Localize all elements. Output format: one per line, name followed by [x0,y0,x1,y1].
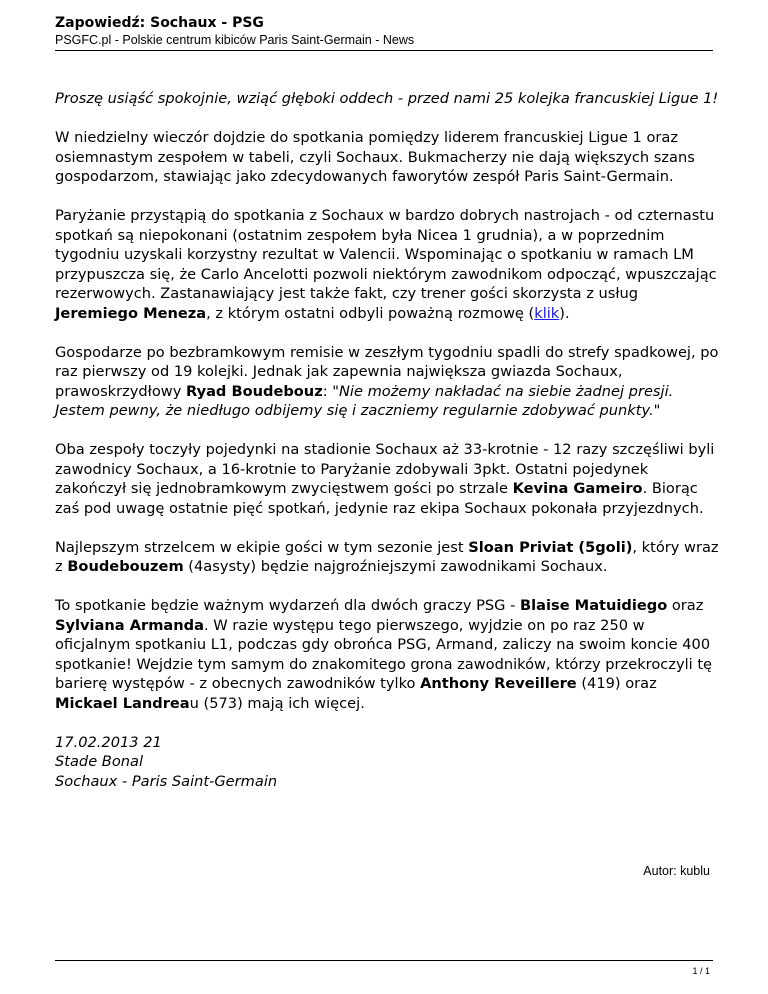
paragraph-4-text-2: . Biorąc zaś pod uwagę ostatnie pięć spotkań, jedynie raz ekipa Sochaux pokonała przyjezdnych. [55,480,704,517]
match-teams: Sochaux - Paris Saint-Germain [55,772,278,790]
player-name-reveillere: Anthony Reveillere [420,675,577,692]
paragraph-3-text-1: Gospodarze po bezbramkowym remisie w zeszłym tygodniu spadli do strefy spadkowej, po raz pierwszy od 19 kolejki. Jednak jak zapewnia największa gwiazda Sochaux, prawoskrzydłowy [55,343,719,400]
intro-text: Proszę usiąść spokojnie, wziąć głęboki oddech - przed nami 25 kolejka francuskiej Ligue 1! [55,90,719,107]
paragraph-3-text-3: " [653,402,661,419]
paragraph-5-text-2: , który wraz z [55,538,719,575]
paragraph-5-text-3: (4asysty) będzie najgroźniejszymi zawodnikami Sochaux. [183,558,608,575]
paragraph-1: W niedzielny wieczór dojdzie do spotkania pomiędzy liderem francuskiej Ligue 1 oraz osiemnastym zespołem w tabeli, czyli Sochaux. Bukmacherzy nie dają większych szans gospodarzom, stawiając jako zdecydowanych faworytów zespół Paris Saint-Germain. [55,129,695,185]
paragraph-3 [55,343,720,421]
paragraph-2 [55,206,720,323]
player-name-gameiro: Kevina Gameiro [512,480,643,497]
paragraph-6-text-1: To spotkanie będzie ważnym wydarzeń dla dwóch graczy PSG - [55,597,521,614]
paragraph-4 [55,440,720,518]
klik-link[interactable]: klik [534,304,560,322]
paragraph-2-text-2: , z którym ostatni odbyli poważną rozmowę ( [206,304,535,322]
document-header [55,14,713,49]
player-name-armand: Sylviana Armanda [55,616,204,634]
player-name-priviat: Sloan Priviat (5goli) [468,538,633,556]
player-name-landreau: Mickael Landrea [55,694,190,712]
boudebouz-quote: Nie możemy nakładać na siebie żadnej presji. Jestem pewny, że niedługo odbijemy się i zaczniemy regularnie zdobywać punkty. [55,382,674,419]
paragraph-6-text-4: (419) oraz [576,675,657,692]
paragraph-2-text-3: ). [559,304,570,322]
player-name-boudebouzem: Boudebouzem [67,558,184,575]
article-body [55,89,720,811]
page-subtitle: PSGFC.pl - Polskie centrum kibiców Paris Saint-Germain - News [55,33,415,47]
paragraph-6 [55,596,720,713]
match-info [55,733,720,792]
paragraph-6-text-2: oraz [667,597,704,614]
paragraph-6-text-5: u (573) mają ich więcej. [189,694,365,712]
paragraph-3-text-2: : " [322,382,339,400]
header-divider [55,50,713,51]
player-name-meneza: Jeremiego Meneza [55,304,207,322]
player-name-matuidi: Blaise Matuidiego [520,597,668,614]
player-name-boudebouz: Ryad Boudebouz [185,382,323,400]
paragraph-2-text-1: Paryżanie przystąpią do spotkania z Sochaux w bardzo dobrych nastrojach - od czternastu spotkań są niepokonani (ostatnim zespołem była Nicea 1 grudnia), a w poprzednim tygodniu uzyskali korzystny rezultat w Valencii. Wspominając o spotkaniu w ramach LM przypuszcza się, że Carlo Ancelotti pozwoli niektórym zawodnikom odpocząć, wpuszczając rezerwowych. Zastanawiający jest także fakt, czy trener gości skorzysta z usług [55,207,717,302]
paragraph-5-text-1: Najlepszym strzelcem w ekipie gości w tym sezonie jest [55,538,469,556]
paragraph-5 [55,538,720,577]
paragraph-4-text-1: Oba zespoły toczyły pojedynki na stadionie Sochaux aż 33-krotnie - 12 razy szczęśliwi byli zawodnicy Sochaux, a 16-krotnie to Paryżanie zdobywali 3pkt. Ostatni pojedynek zakończył się jednobramkowym zwycięstwem gości po strzale [55,441,715,497]
article-author: Autor: kublu [643,864,710,878]
paragraph-6-text-3: . W razie występu tego pierwszego, wyjdzie on po raz 250 w oficjalnym spotkaniu L1, podczas gdy obrońca PSG, Armand, zaliczy na swoim koncie 400 spotkanie! Wejdzie tym samym do znakomitego grona zawodników, którzy przekroczyli tę barierę występów - z obecnych zawodników tylko [55,616,713,692]
page-title: Zapowiedź: Sochaux - PSG [55,15,264,31]
page-number: 1 / 1 [692,966,710,976]
intro-paragraph [55,89,720,109]
footer-divider [55,960,713,961]
match-datetime: 17.02.2013 21 [55,733,162,751]
match-venue: Stade Bonal [55,753,143,770]
